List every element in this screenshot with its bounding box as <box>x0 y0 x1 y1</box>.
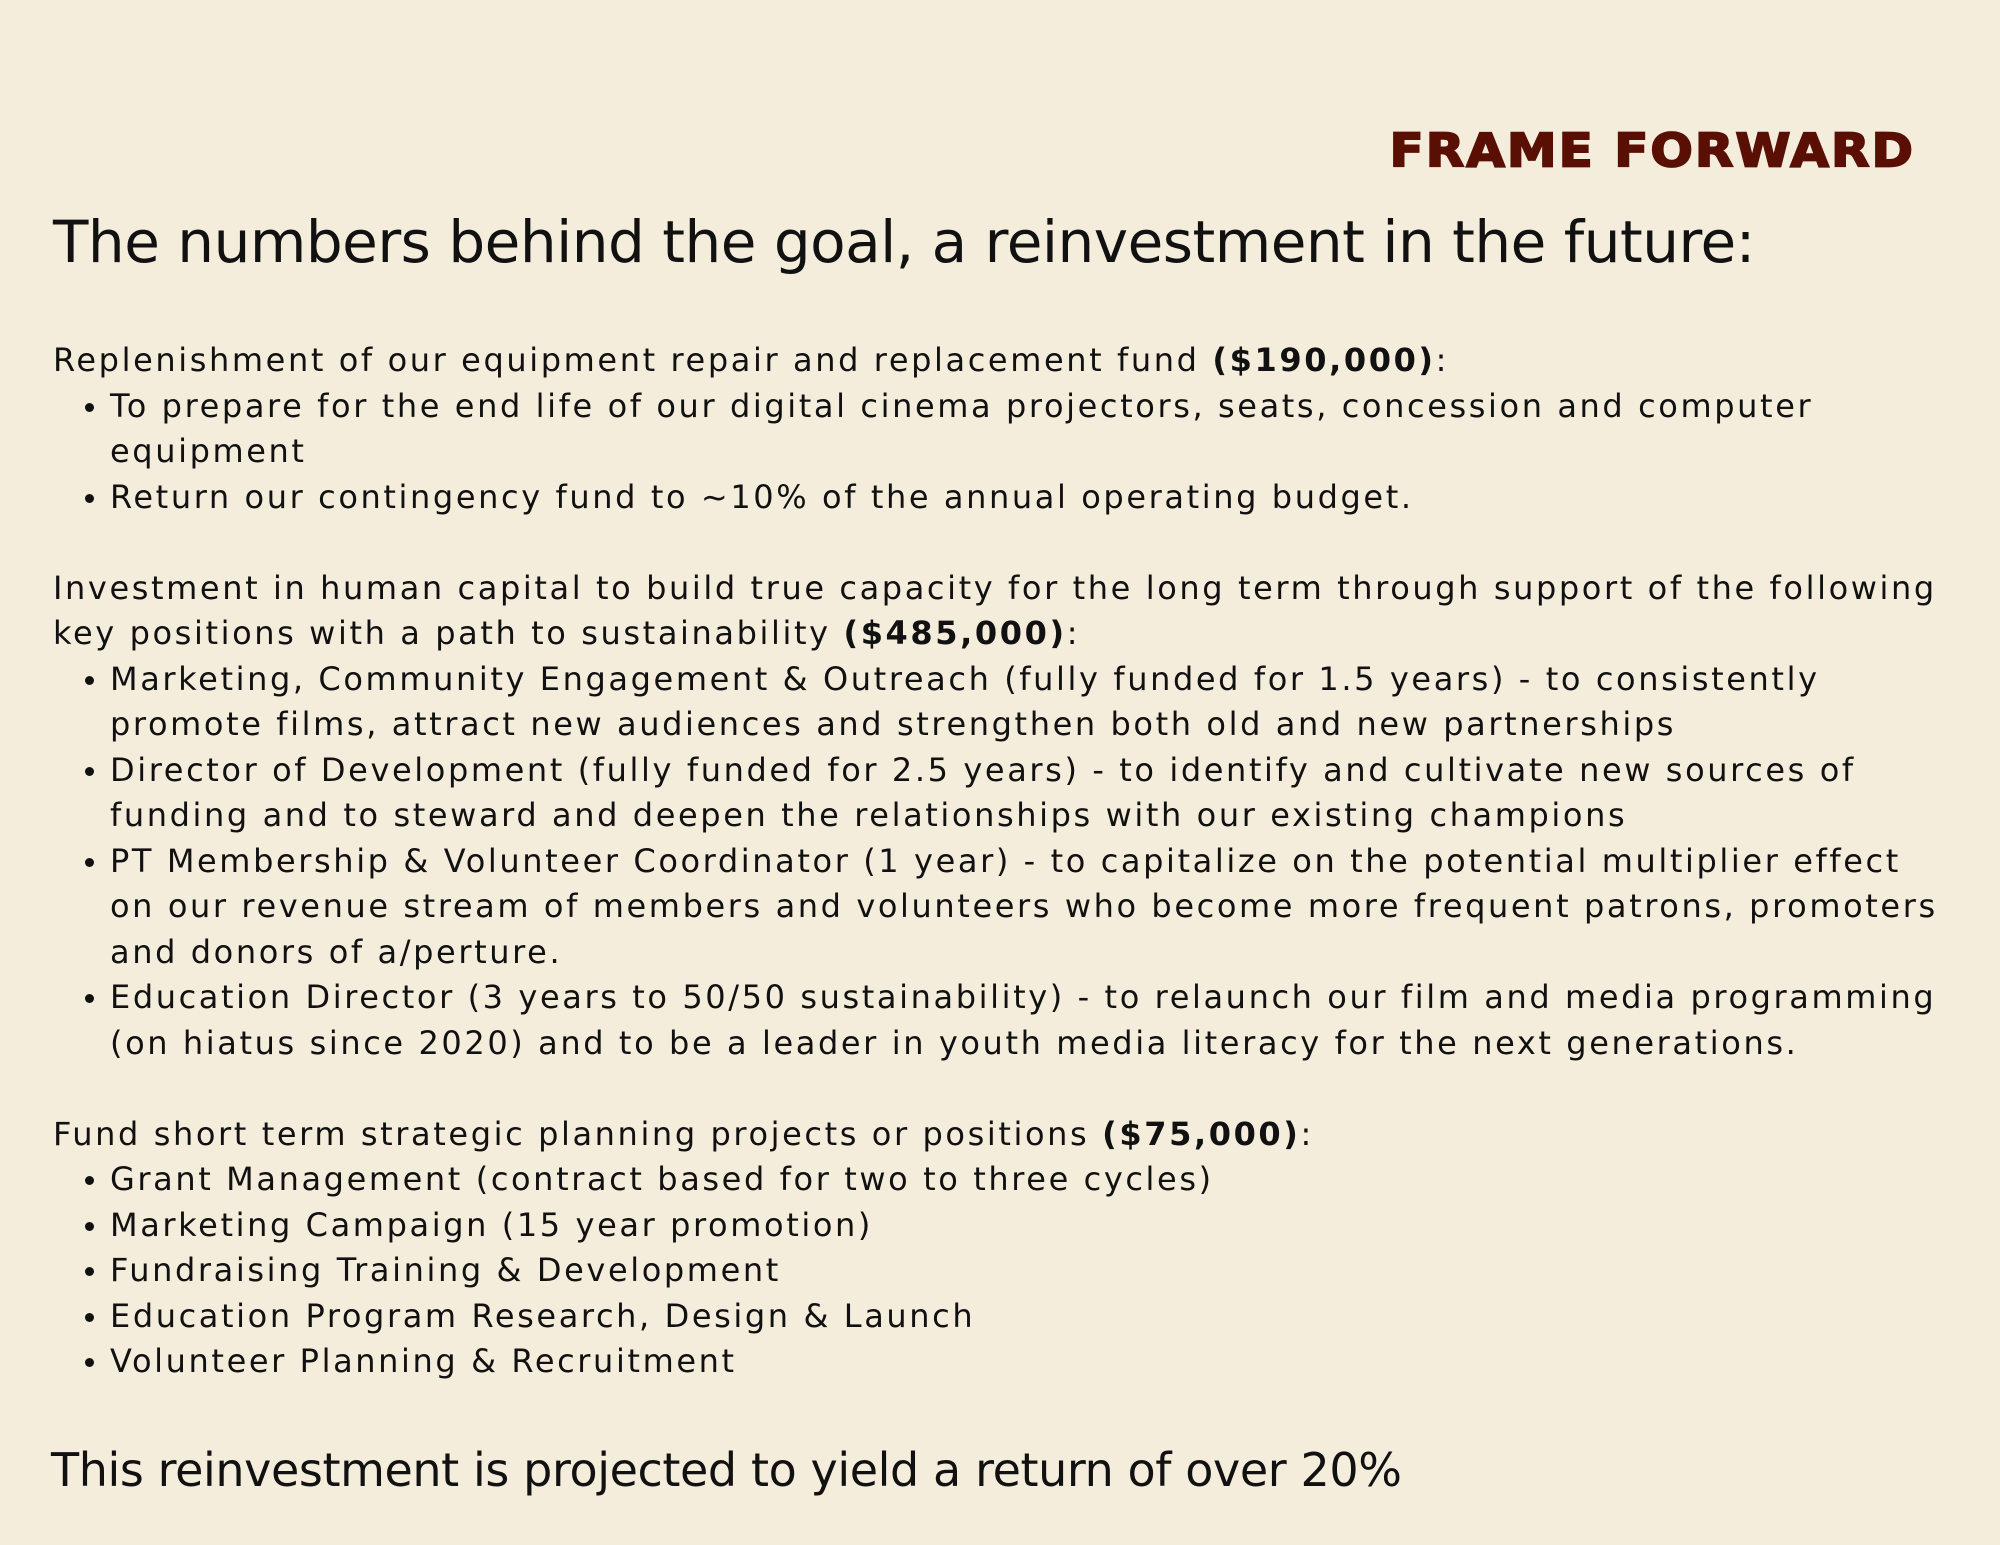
section-strategic-planning-intro <box>53 1112 1953 1158</box>
brand-logo: FRAME FORWARD <box>1389 124 1915 178</box>
section-human-capital-amount: ($485,000) <box>843 614 1067 652</box>
section-strategic-planning-amount: ($75,000) <box>1102 1114 1301 1153</box>
list-item: • To prepare for the end life of our digital cinema projectors, seats, concession and computer equipment <box>110 384 1953 475</box>
section-strategic-planning-colon: : <box>1300 1114 1314 1153</box>
page-title: The numbers behind the goal, a reinvestment in the future: <box>53 208 1755 276</box>
main-content <box>53 338 1953 1385</box>
list-item: • Fundraising Training & Development <box>110 1248 1953 1294</box>
list-item: • Education Program Research, Design & Launch <box>110 1294 1953 1340</box>
list-item: • Director of Development (fully funded for 2.5 years) - to identify and cultivate new sources of funding and to steward and deepen the relationships with our existing champions <box>110 748 1953 839</box>
conclusion-statement: This reinvestment is projected to yield a return of over 20% <box>51 1443 1402 1497</box>
section-strategic-planning-list <box>53 1157 1953 1385</box>
list-item: • PT Membership & Volunteer Coordinator (1 year) - to capitalize on the potential multiplier effect on our revenue stream of members and volunteers who become more frequent patrons, promoters and donors of a/perture. <box>110 839 1953 976</box>
list-item: • Volunteer Planning & Recruitment <box>110 1339 1953 1385</box>
list-item: • Marketing, Community Engagement & Outreach (fully funded for 1.5 years) - to consistently promote films, attract new audiences and strengthen both old and new partnerships <box>110 657 1953 748</box>
section-equipment-amount: ($190,000) <box>1212 341 1436 379</box>
section-human-capital-intro <box>53 566 1953 657</box>
section-equipment-text: Replenishment of our equipment repair and replacement fund <box>53 341 1200 379</box>
list-item: • Marketing Campaign (15 year promotion) <box>110 1203 1953 1249</box>
section-human-capital-colon: : <box>1066 614 1081 652</box>
section-strategic-planning-text: Fund short term strategic planning projects or positions <box>53 1114 1090 1153</box>
list-item: • Education Director (3 years to 50/50 sustainability) - to relaunch our film and media programming (on hiatus since 2020) and to be a leader in youth media literacy for the next generations. <box>110 975 1953 1066</box>
section-equipment-list <box>53 384 1953 521</box>
section-human-capital-list <box>53 657 1953 1067</box>
section-equipment-colon: : <box>1435 341 1450 379</box>
list-item: • Grant Management (contract based for two to three cycles) <box>110 1157 1953 1203</box>
section-equipment-intro <box>53 338 1953 384</box>
list-item: • Return our contingency fund to ~10% of the annual operating budget. <box>110 475 1953 521</box>
section-human-capital-text: Investment in human capital to build true capacity for the long term through support of the following key positions with a path to sustainability <box>53 568 1937 652</box>
